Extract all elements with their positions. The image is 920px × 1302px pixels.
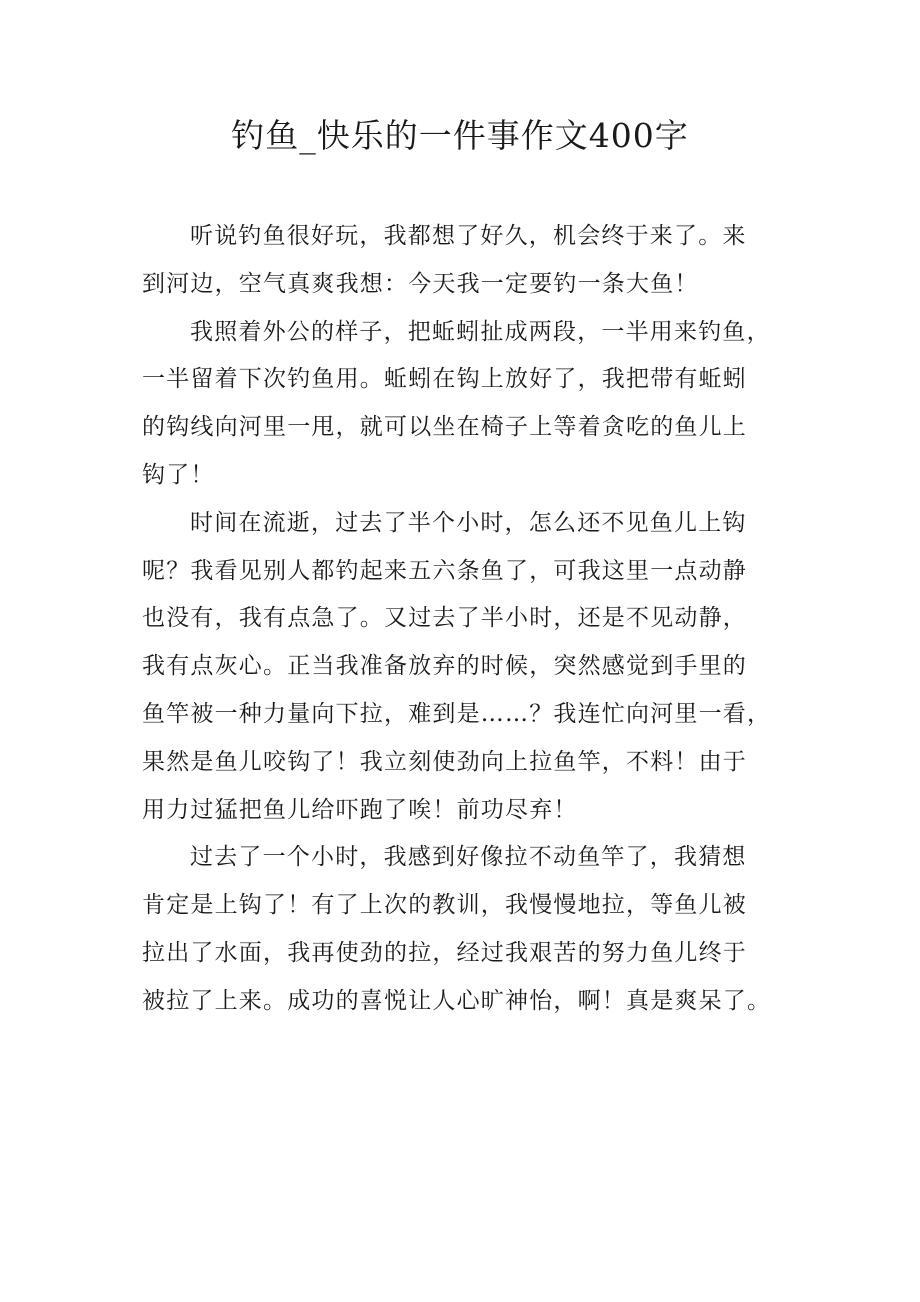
document-body <box>142 213 782 1026</box>
paragraph-line: 时间在流逝，过去了半个小时，怎么还不见鱼儿上钩 <box>190 509 747 536</box>
paragraph-line: 呢？我看见别人都钓起来五六条鱼了，可我这里一点动静 <box>142 557 747 584</box>
paragraph-line: 果然是鱼儿咬钩了！我立刻使劲向上拉鱼竿，不料！由于 <box>142 748 747 775</box>
paragraph-line: 一半留着下次钓鱼用。蚯蚓在钩上放好了，我把带有蚯蚓 <box>142 366 747 393</box>
paragraph-line: 被拉了上来。成功的喜悦让人心旷神怡，啊！真是爽呆了。 <box>142 987 772 1014</box>
document-title: 钓鱼_快乐的一件事作文400字 <box>231 116 689 155</box>
paragraph-line: 钩了！ <box>142 461 215 488</box>
paragraph-line: 肯定是上钩了！有了上次的教训，我慢慢地拉，等鱼儿被 <box>142 892 747 919</box>
paragraph-line: 用力过猛把鱼儿给吓跑了唉！前功尽弃！ <box>142 796 578 823</box>
paragraph <box>142 834 782 1025</box>
paragraph-line: 我有点灰心。正当我准备放弃的时候，突然感觉到手里的 <box>142 653 747 680</box>
paragraph-line: 听说钓鱼很好玩，我都想了好久，机会终于来了。来 <box>190 223 747 249</box>
paragraph <box>142 500 782 835</box>
paragraph-line: 的钩线向河里一甩，就可以坐在椅子上等着贪吃的鱼儿上 <box>142 414 747 441</box>
paragraph-line: 我照着外公的样子，把蚯蚓扯成两段，一半用来钓鱼， <box>190 318 771 345</box>
paragraph-line: 过去了一个小时，我感到好像拉不动鱼竿了，我猜想 <box>190 844 747 871</box>
paragraph <box>142 309 782 500</box>
paragraph <box>142 213 782 309</box>
paragraph-line: 鱼竿被一种力量向下拉，难到是……？我连忙向河里一看， <box>142 700 772 727</box>
paragraph-line: 也没有，我有点急了。又过去了半小时，还是不见动静， <box>142 605 747 632</box>
paragraph-line: 到河边，空气真爽我想：今天我一定要钓一条大鱼！ <box>142 270 699 297</box>
paragraph-line: 拉出了水面，我再使劲的拉，经过我艰苦的努力鱼儿终于 <box>142 939 747 966</box>
